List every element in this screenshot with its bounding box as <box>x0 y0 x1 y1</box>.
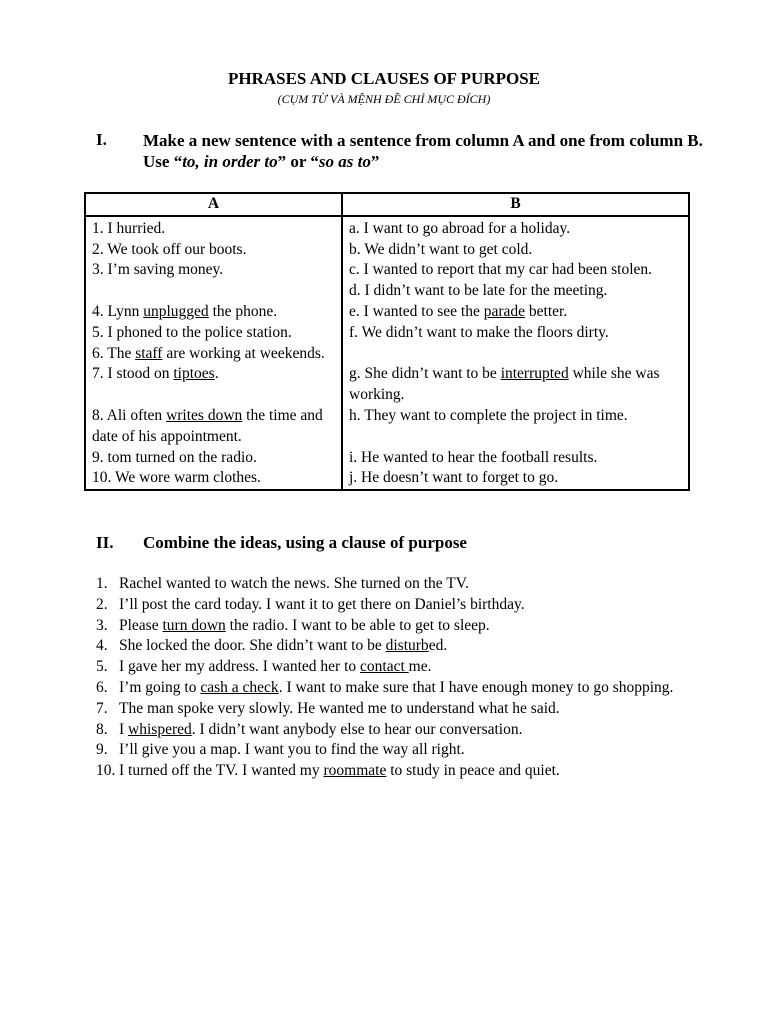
column-b-item: i. He wanted to hear the football results. <box>349 448 598 466</box>
page-title: PHRASES AND CLAUSES OF PURPOSE <box>227 69 541 88</box>
column-b-item: d. I didn’t want to be late for the meeting. <box>349 282 608 300</box>
exercise-item: 9. I’ll give you a map. I want you to find the way all right. <box>96 741 465 759</box>
matching-table <box>84 192 690 491</box>
exercise-item: 3. Please turn down the radio. I want to be able to get to sleep. <box>96 616 490 634</box>
column-a-item: 1. I hurried. <box>92 219 166 237</box>
section-2-number: II. <box>96 533 114 552</box>
column-a-item: 4. Lynn unplugged the phone. <box>92 302 278 320</box>
exercise-item: 6. I’m going to cash a check. I want to make sure that I have enough money to go shopping. <box>96 678 674 696</box>
section-2-instruction: Combine the ideas, using a clause of purpose <box>143 533 467 552</box>
column-b-item: e. I wanted to see the parade better. <box>349 302 568 320</box>
column-a-item: 6. The staff are working at weekends. <box>92 344 325 362</box>
column-a-item: 10. We wore warm clothes. <box>92 469 261 487</box>
exercise-item: 7. The man spoke very slowly. He wanted me to understand what he said. <box>96 699 560 717</box>
column-a-item: 5. I phoned to the police station. <box>92 323 292 341</box>
exercise-item: 5. I gave her my address. I wanted her to contact me. <box>96 658 432 676</box>
section-1-number: I. <box>96 130 107 149</box>
exercise-item: 1. Rachel wanted to watch the news. She turned on the TV. <box>96 575 469 592</box>
page-subtitle: (CỤM TỪ VÀ MỆNH ĐỀ CHỈ MỤC ĐÍCH) <box>277 92 491 106</box>
exercise-item: 8. I whispered. I didn’t want anybody else to hear our conversation. <box>96 720 523 738</box>
column-a-item: 2. We took off our boots. <box>92 240 247 258</box>
column-b-item: g. She didn’t want to be interrupted while she was working. <box>349 365 660 404</box>
column-a-item: 3. I’m saving money. <box>92 261 224 279</box>
column-b-item: j. He doesn’t want to forget to go. <box>349 469 559 487</box>
section-1-instruction: Make a new sentence with a sentence from column A and one from column B. Use “to, in order to” or “so as to” <box>143 131 703 171</box>
exercise-list <box>96 574 700 782</box>
column-a-item: 8. Ali often writes down the time and date of his appointment. <box>92 406 323 445</box>
column-b-item: c. I wanted to report that my car had been stolen. <box>349 261 652 279</box>
exercise-item: 4. She locked the door. She didn’t want to be disturbed. <box>96 637 448 655</box>
exercise-item: 2. I’ll post the card today. I want it to get there on Daniel’s birthday. <box>96 595 525 613</box>
column-a <box>85 216 342 490</box>
column-b-header: B <box>342 193 689 216</box>
exercise-item: 10. I turned off the TV. I wanted my roommate to study in peace and quiet. <box>96 762 560 780</box>
column-b-item: a. I want to go abroad for a holiday. <box>349 219 571 237</box>
column-b-item: f. We didn’t want to make the floors dirty. <box>349 323 609 341</box>
column-b-item: h. They want to complete the project in time. <box>349 406 628 424</box>
column-a-item: 9. tom turned on the radio. <box>92 448 257 466</box>
column-b <box>342 216 689 490</box>
column-a-header: A <box>85 193 342 216</box>
column-b-item: b. We didn’t want to get cold. <box>349 240 533 258</box>
column-a-item: 7. I stood on tiptoes. <box>92 365 219 383</box>
